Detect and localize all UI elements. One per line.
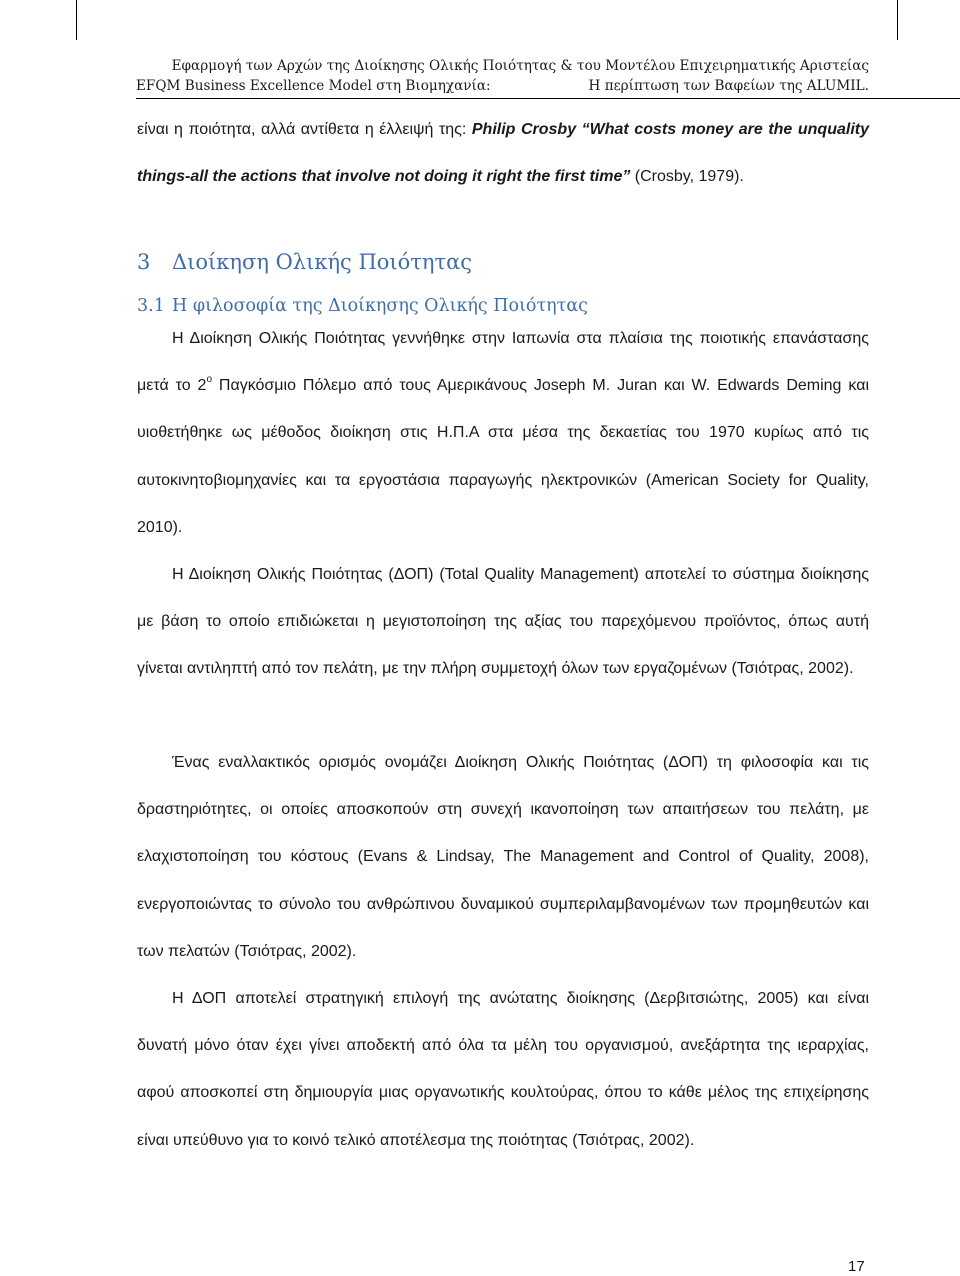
paragraph-2 <box>137 551 869 693</box>
subsection-number: 3.1 <box>137 296 165 316</box>
crosby-quote: Philip Crosby “What costs money are the unquality things-all the actions that involve not doing it right the first time” <box>137 121 869 186</box>
subsection-heading <box>137 296 588 316</box>
running-header <box>136 56 869 96</box>
crop-mark-left <box>62 0 77 40</box>
paragraph-2-text: Η Διοίκηση Ολικής Ποιότητας (ΔΟΠ) (Total Quality Management) αποτελεί το σύστημα διοίκησης με βάση το οποίο επιδιώκεται η μεγιστοποίηση της αξίας του παρεχόμενου προϊόντος, όπως αυτή γίνεται αντιληπτή από τον πελάτη, με την πλήρη συμμετοχή όλων των εργαζομένων (Τσιότρας, 2002). <box>137 566 869 678</box>
paragraph-3 <box>137 739 869 975</box>
intro-text-1: είναι η ποιότητα, αλλά αντίθετα η έλλειψή της: <box>137 121 472 138</box>
header-line-2-right: Η περίπτωση των Βαφείων της ALUMIL. <box>588 78 869 94</box>
paragraph-4-text: Η ΔΟΠ αποτελεί στρατηγική επιλογή της ανώτατης διοίκησης (Δερβιτσιώτης, 2005) και είναι δυνατή μόνο όταν έχει γίνει αποδεκτή από όλα τα μέλη του οργανισμού, ανεξάρτητα της ιεραρχίας, αφού αποσκοπεί στη δημιουργία μιας οργανωτικής κουλτούρας, όπου το κάθε μέλος της επιχείρησης είναι υπεύθυνο για το κοινό τελικό αποτέλεσμα της ποιότητας (Τσιότρας, 2002). <box>137 990 869 1149</box>
paragraph-3-text: Ένας εναλλακτικός ορισμός ονομάζει Διοίκηση Ολικής Ποιότητας (ΔΟΠ) τη φιλοσοφία και τις δραστηριότητες, οι οποίες αποσκοπούν στη συνεχή ικανοποίηση των απαιτήσεων του πελάτη, με ελαχιστοποίηση του κόστους (Evans & Lindsay, The Management and Control of Quality, 2008), ενεργοποιώντας το σύνολο του ανθρώπινου δυναμικού συμπεριλαμβανομένων των προμηθευτών και των πελατών (Τσιότρας, 2002). <box>137 754 869 960</box>
section-heading <box>137 250 472 274</box>
crop-mark-right <box>897 0 912 40</box>
header-line-1: Εφαρμογή των Αρχών της Διοίκησης Ολικής Ποιότητας & του Μοντέλου Επιχειρηματικής Αριστείας <box>171 58 869 74</box>
section-number: 3 <box>137 250 151 274</box>
paragraph-1 <box>137 315 869 551</box>
paragraph-1-b: Παγκόσμιο Πόλεμο από τους Αμερικάνους Joseph M. Juran και W. Edwards Deming και υιοθετήθηκε ως μέθοδος διοίκηση στις Η.Π.Α στα μέσα της δεκαετίας του 1970 κυρίως από τις αυτοκινητοβιομηχανίες και τα εργοστάσια παραγωγής ηλεκτρονικών (American Society for Quality, 2010). <box>137 377 869 536</box>
paragraph-4 <box>137 975 869 1164</box>
paragraph-1-a: Η Διοίκηση Ολικής Ποιότητας γεννήθηκε στην Ιαπωνία στα πλαίσια της ποιοτικής επανάστασης μετά το 2 <box>137 330 869 395</box>
section-title: Διοίκηση Ολικής Ποιότητας <box>172 250 473 274</box>
paragraph-1-sup: ο <box>206 374 212 386</box>
intro-citation: (Crosby, 1979). <box>630 168 744 186</box>
page-number: 17 <box>848 1258 865 1275</box>
header-rule <box>136 98 960 99</box>
subsection-title: Η φιλοσοφία της Διοίκησης Ολικής Ποιότητας <box>172 296 588 316</box>
header-line-2 <box>136 76 869 96</box>
intro-paragraph <box>137 106 869 200</box>
header-line-2-left: EFQM Business Excellence Model στη Βιομηχανία: <box>136 78 491 94</box>
